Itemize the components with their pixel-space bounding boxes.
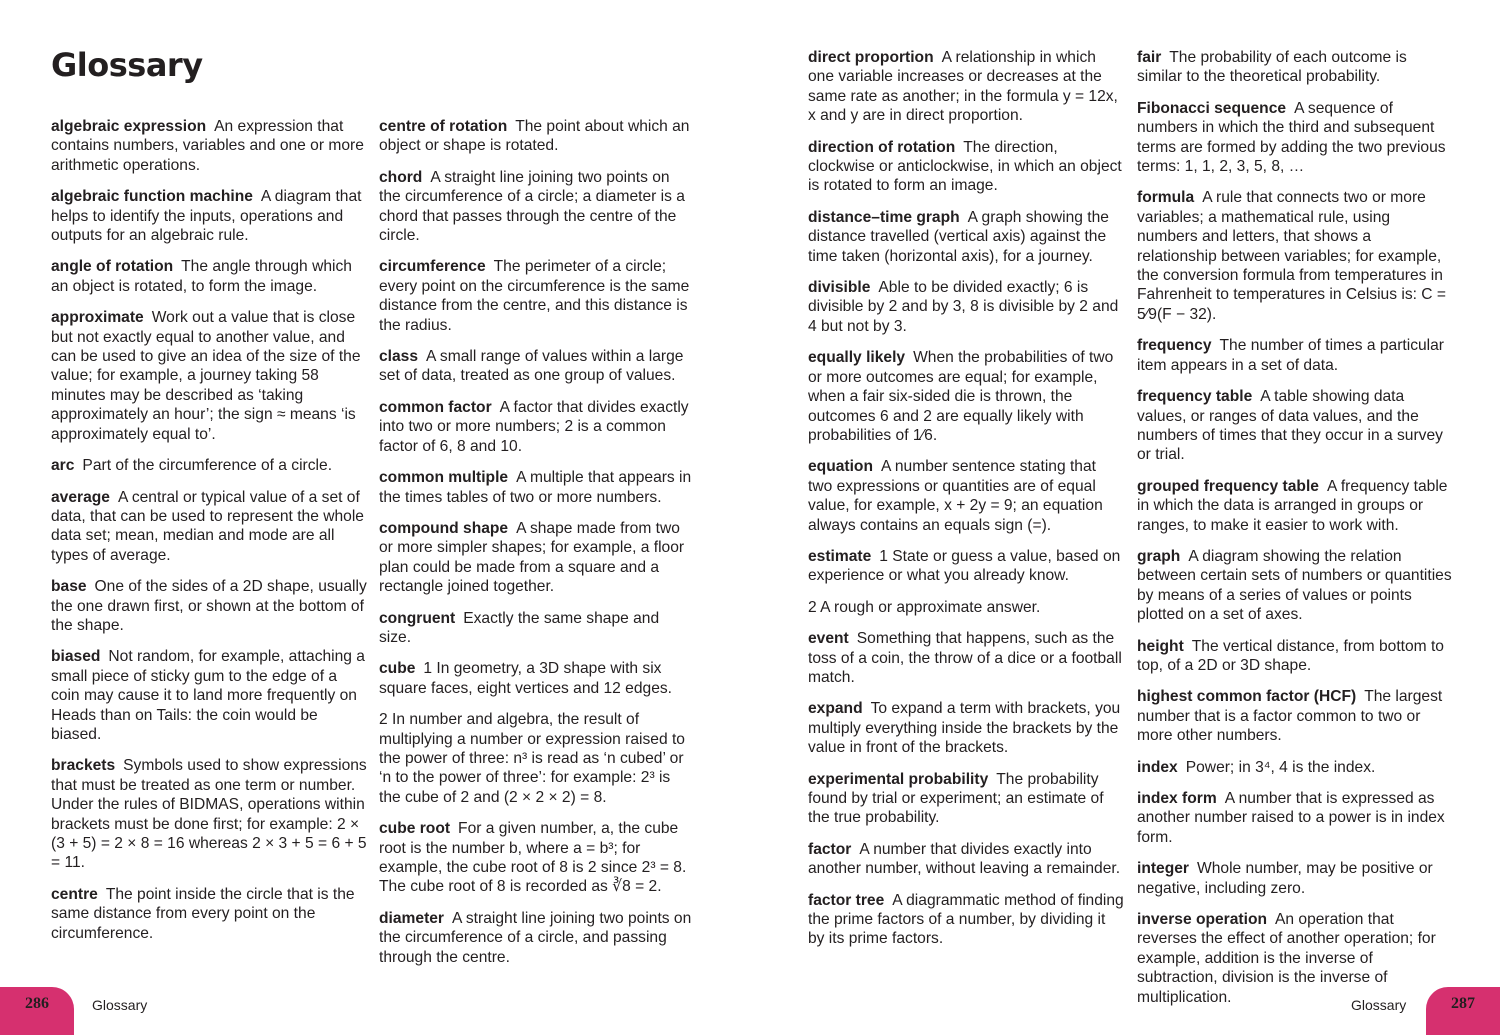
glossary-term: formula	[1137, 189, 1195, 207]
glossary-definition: To expand a term with brackets, you multiply everything inside the brackets by the value in front of the brackets.	[808, 700, 1121, 757]
glossary-entry	[379, 909, 695, 967]
glossary-entry	[808, 348, 1124, 445]
glossary-definition: Whole number, may be positive or negative, including zero.	[1137, 860, 1433, 897]
glossary-entry	[51, 488, 367, 566]
glossary-entry	[51, 456, 367, 475]
glossary-definition: A graph showing the distance travelled (vertical axis) against the time taken (horizontal axis), for a journey.	[808, 208, 1109, 265]
glossary-entry	[808, 840, 1124, 879]
page-number-left: 286	[0, 987, 74, 1035]
glossary-entry	[808, 547, 1124, 586]
glossary-term: direct proportion	[808, 49, 934, 66]
glossary-definition: The vertical distance, from bottom to top, of a 2D or 3D shape.	[1137, 637, 1444, 674]
glossary-term: fair	[1137, 49, 1162, 66]
glossary-term: cube root	[379, 820, 451, 838]
glossary-term: Fibonacci sequence	[1137, 99, 1287, 117]
glossary-definition: The point about which an object or shape is rotated.	[379, 118, 690, 155]
glossary-entry	[1137, 859, 1453, 898]
glossary-term: estimate	[808, 547, 872, 565]
glossary-term: common factor	[379, 398, 492, 416]
glossary-term: experimental probability	[808, 770, 989, 788]
glossary-term: circumference	[379, 258, 486, 276]
glossary-term: height	[1137, 637, 1184, 655]
glossary-definition: A diagrammatic method of finding the prime factors of a number, by dividing it by its prime factors.	[808, 891, 1124, 948]
glossary-term: compound shape	[379, 519, 509, 537]
glossary-entry	[51, 885, 367, 943]
footer-label-right: Glossary	[1351, 997, 1407, 1013]
glossary-term: highest common factor (HCF)	[1137, 688, 1357, 706]
glossary-definition: Something that happens, such as the toss of a coin, the throw of a dice or a football match.	[808, 630, 1122, 686]
glossary-entry	[1137, 336, 1453, 375]
glossary-entry	[379, 819, 695, 897]
glossary-definition: A diagram that helps to identify the inputs, operations and outputs for an algebraic rule.	[51, 188, 362, 245]
glossary-term: factor tree	[808, 891, 885, 909]
glossary-entry	[808, 138, 1124, 196]
glossary-definition: A frequency table in which the data is arranged in groups or ranges, to make it easier to work with.	[1137, 477, 1448, 534]
glossary-entry	[379, 347, 695, 386]
glossary-term: angle of rotation	[51, 258, 174, 276]
glossary-definition: Symbols used to show expressions that must be treated as one term or number. Under the rules of BIDMAS, operations within brackets must be done first; for example: 2 × (3 + 5) = 2 × 8 = 16 whereas 2 × 3 + 5 = 6 + 5 = 11.	[51, 757, 367, 872]
glossary-entry	[1137, 48, 1453, 87]
glossary-definition: A relationship in which one variable increases or decreases at the same rate as another; in the formula y = 12x, x and y are in direct proportion.	[808, 49, 1118, 125]
glossary-definition: One of the sides of a 2D shape, usually the one drawn first, or shown at the bottom of the shape.	[51, 578, 367, 634]
glossary-definition: For a given number, a, the cube root is the number b, where a = b³; for example, the cube root of 8 is 2 since 2³ = 8. The cube root of 8 is recorded as ∛8 = 2.	[379, 820, 687, 896]
glossary-term: congruent	[379, 609, 456, 627]
glossary-entry	[379, 398, 695, 456]
glossary-definition: Work out a value that is close but not exactly equal to another value, and can be used to give an idea of the size of the value; for example, a journey taking 58 minutes may be described as ‘taking approximately an hour’; the sign ≈ means ‘is approximately equal to’.	[51, 309, 361, 443]
glossary-entry	[51, 257, 367, 296]
glossary-term: distance–time graph	[808, 208, 960, 226]
glossary-entry	[51, 117, 367, 175]
glossary-term: graph	[1137, 547, 1181, 565]
glossary-entry	[1137, 637, 1453, 676]
glossary-definition: A central or typical value of a set of data, that can be used to represent the whole data set; mean, median and mode are all types of average.	[51, 488, 364, 564]
glossary-term: cube	[379, 660, 416, 678]
glossary-term: algebraic expression	[51, 118, 207, 135]
glossary-term: centre	[51, 885, 98, 903]
glossary-term: average	[51, 488, 110, 506]
glossary-term: diameter	[379, 909, 445, 927]
glossary-entry	[808, 278, 1124, 336]
glossary-definition: A straight line joining two points on the circumference of a circle, and passing through the centre.	[379, 909, 692, 966]
glossary-entry	[1137, 477, 1453, 535]
glossary-definition: A shape made from two or more simpler shapes; for example, a floor plan could be made from a square and a rectangle joined together.	[379, 519, 685, 596]
glossary-definition: The probability found by trial or experiment; an estimate of the true probability.	[808, 770, 1104, 827]
glossary-term: grouped frequency table	[1137, 477, 1319, 495]
glossary-definition: A number sentence stating that two expressions or quantities are of equal value, for example, x + 2y = 9; an equation always contains an equals sign (=).	[808, 458, 1103, 534]
glossary-term: biased	[51, 648, 101, 666]
glossary-entry	[808, 891, 1124, 949]
glossary-definition: A multiple that appears in the times tables of two or more numbers.	[379, 469, 692, 506]
glossary-definition: The largest number that is a factor common to two or more other numbers.	[1137, 688, 1443, 745]
glossary-term: centre of rotation	[379, 118, 508, 135]
page-number-right: 287	[1426, 987, 1500, 1035]
glossary-term: common multiple	[379, 469, 509, 487]
glossary-term: algebraic function machine	[51, 188, 253, 206]
glossary-definition: The probability of each outcome is similar to the theoretical probability.	[1137, 49, 1407, 86]
glossary-entry	[808, 208, 1124, 266]
glossary-entry	[51, 756, 367, 872]
glossary-definition: An expression that contains numbers, variables and one or more arithmetic operations.	[51, 118, 364, 174]
glossary-term: integer	[1137, 860, 1189, 878]
glossary-entry	[379, 609, 695, 648]
glossary-term: base	[51, 578, 87, 596]
glossary-definition: An operation that reverses the effect of another operation; for example, addition is the inverse of subtraction, division is the inverse of multiplication.	[1137, 911, 1436, 1006]
glossary-term: divisible	[808, 279, 871, 297]
glossary-entry	[1137, 99, 1453, 177]
glossary-column-1	[51, 117, 367, 955]
glossary-definition: Power; in 3⁴, 4 is the index.	[1185, 758, 1376, 776]
glossary-definition: A number that divides exactly into another number, without leaving a remainder.	[808, 840, 1121, 878]
glossary-term: expand	[808, 700, 863, 718]
glossary-definition: The angle through which an object is rotated, to form the image.	[51, 258, 352, 295]
glossary-entry	[379, 257, 695, 335]
glossary-entry	[379, 710, 695, 807]
glossary-term: event	[808, 630, 849, 648]
glossary-column-2	[379, 117, 695, 979]
glossary-entry	[379, 468, 695, 507]
glossary-definition: A rule that connects two or more variables; a mathematical rule, using numbers and letters, that shows a relationship between variables; for example, the conversion formula from temperatures in Fahrenheit to temperatures in Celsius is: C = 5⁄9(F − 32).	[1137, 189, 1446, 323]
glossary-term: class	[379, 348, 419, 366]
glossary-entry	[51, 577, 367, 635]
glossary-definition: When the probabilities of two or more outcomes are equal; for example, when a fair six-sided die is thrown, the outcomes 6 and 2 are equally likely with probabilities of 1⁄6.	[808, 349, 1114, 444]
glossary-entry	[1137, 687, 1453, 745]
glossary-term: brackets	[51, 757, 116, 775]
glossary-term: frequency	[1137, 337, 1212, 355]
glossary-column-4	[1137, 48, 1453, 1019]
glossary-definition: Able to be divided exactly; 6 is divisible by 2 and by 3, 8 is divisible by 2 and 4 but not by 3.	[808, 279, 1119, 335]
glossary-definition: 1 State or guess a value, based on experience or what you already know.	[808, 547, 1121, 585]
glossary-definition: 2 A rough or approximate answer.	[808, 598, 1041, 616]
glossary-term: index form	[1137, 790, 1217, 807]
glossary-entry	[808, 770, 1124, 828]
glossary-definition: A table showing data values, or ranges of data values, and the numbers of times that they occur in a survey or trial.	[1137, 388, 1443, 464]
glossary-entry	[808, 699, 1124, 757]
page-title: Glossary	[51, 46, 203, 84]
glossary-entry	[808, 48, 1124, 126]
glossary-definition: 1 In geometry, a 3D shape with six square faces, eight vertices and 12 edges.	[379, 660, 672, 697]
glossary-term: approximate	[51, 309, 144, 327]
glossary-entry	[379, 519, 695, 597]
glossary-term: chord	[379, 168, 423, 186]
glossary-entry	[379, 659, 695, 698]
glossary-entry	[1137, 910, 1453, 1007]
glossary-entry	[379, 168, 695, 246]
glossary-definition: A small range of values within a large set of data, treated as one group of values.	[379, 348, 684, 385]
glossary-term: arc	[51, 457, 75, 475]
glossary-entry	[51, 308, 367, 444]
glossary-definition: The point inside the circle that is the same distance from every point on the circumference.	[51, 885, 355, 942]
glossary-term: equation	[808, 458, 873, 476]
glossary-entry	[51, 187, 367, 245]
glossary-term: factor	[808, 840, 852, 858]
glossary-definition: A number that is expressed as another number raised to a power is in index form.	[1137, 790, 1445, 846]
glossary-term: direction of rotation	[808, 138, 956, 156]
glossary-entry	[1137, 547, 1453, 625]
glossary-definition: The number of times a particular item appears in a set of data.	[1137, 337, 1445, 374]
glossary-definition: 2 In number and algebra, the result of multiplying a number or expression raised to the power of three: n³ is read as ‘n cubed’ or ‘n to the power of three’: for example: 2³ is the cube of 2 and (2 × 2 × 2) = 8.	[379, 711, 685, 806]
glossary-definition: A factor that divides exactly into two or more numbers; 2 is a common factor of 6, 8 and 10.	[379, 398, 689, 455]
glossary-entry	[1137, 188, 1453, 324]
glossary-definition: Exactly the same shape and size.	[379, 609, 660, 646]
glossary-entry	[1137, 387, 1453, 465]
glossary-definition: Not random, for example, attaching a small piece of sticky gum to the edge of a coin may cause it to land more frequently on Heads than on Tails: the coin would be biased.	[51, 648, 365, 743]
glossary-definition: A straight line joining two points on the circumference of a circle; a diameter is a chord that passes through the centre of the circle.	[379, 168, 685, 245]
glossary-entry	[379, 117, 695, 156]
glossary-term: inverse operation	[1137, 911, 1267, 929]
glossary-definition: The direction, clockwise or anticlockwise, in which an object is rotated to form an image.	[808, 138, 1122, 195]
glossary-column-3	[808, 48, 1124, 961]
glossary-definition: Part of the circumference of a circle.	[82, 457, 333, 475]
glossary-entry	[808, 629, 1124, 687]
glossary-entry	[808, 457, 1124, 535]
glossary-definition: The perimeter of a circle; every point on the circumference is the same distance from the centre, and this distance is the radius.	[379, 258, 690, 334]
glossary-term: equally likely	[808, 349, 906, 367]
glossary-entry	[1137, 789, 1453, 847]
footer-label-left: Glossary	[92, 997, 148, 1013]
glossary-entry	[51, 647, 367, 744]
glossary-entry	[808, 598, 1124, 617]
glossary-definition: A diagram showing the relation between certain sets of numbers or quantities by means of a series of values or points plotted on a set of axes.	[1137, 547, 1452, 624]
glossary-entry	[1137, 758, 1453, 777]
glossary-definition: A sequence of numbers in which the third and subsequent terms are formed by adding the two previous terms: 1, 1, 2, 3, 5, 8, …	[1137, 99, 1446, 176]
glossary-term: frequency table	[1137, 388, 1253, 406]
glossary-term: index	[1137, 758, 1178, 776]
